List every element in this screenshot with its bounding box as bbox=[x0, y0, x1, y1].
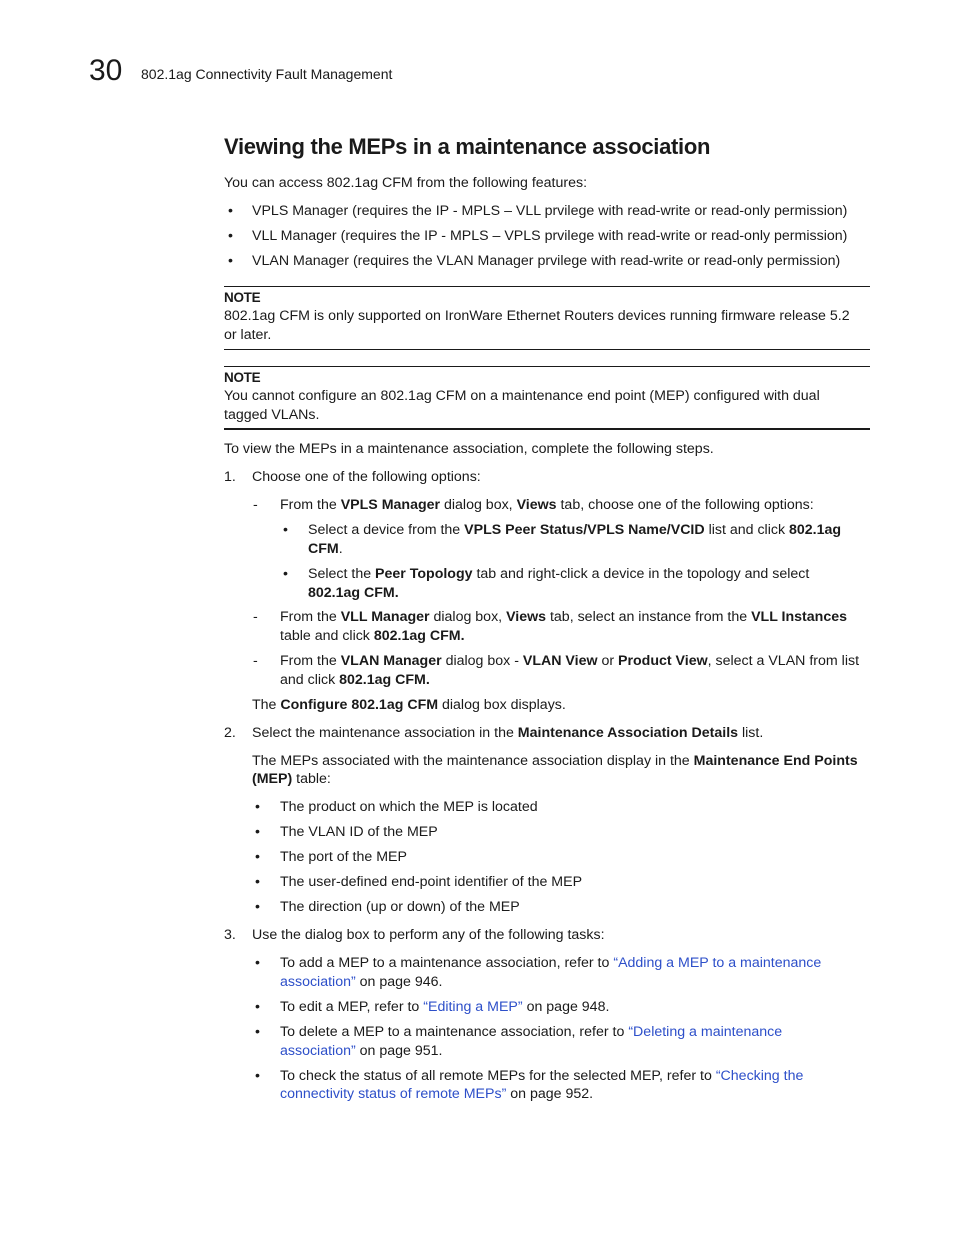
step-number: 3. bbox=[224, 927, 236, 943]
option-vpls-sub: CFM. bbox=[308, 541, 343, 557]
task-item: connectivity status of remote MEPs” on page 952. bbox=[280, 1086, 594, 1102]
bullet-marker: • bbox=[255, 824, 260, 840]
step-text: Select the maintenance association in the Maintenance Association Details list. bbox=[252, 725, 764, 741]
option-vpls: From the VPLS Manager dialog box, Views tab, choose one of the following options: bbox=[280, 497, 814, 513]
bullet-marker: • bbox=[228, 253, 233, 269]
step-text: Use the dialog box to perform any of the following tasks: bbox=[252, 927, 605, 943]
option-vpls-sub: Select a device from the VPLS Peer Status/VPLS Name/VCID list and click 802.1ag bbox=[308, 522, 842, 538]
bullet-marker: • bbox=[255, 799, 260, 815]
chapter-number: 30 bbox=[89, 54, 123, 87]
task-item: To add a MEP to a maintenance association, refer to “Adding a MEP to a maintenance bbox=[280, 955, 822, 971]
list-item: The VLAN ID of the MEP bbox=[280, 824, 438, 840]
bullet-marker: • bbox=[255, 849, 260, 865]
option-vll: table and click 802.1ag CFM. bbox=[280, 628, 465, 644]
task-item: To delete a MEP to a maintenance association, refer to “Deleting a maintenance bbox=[280, 1024, 783, 1040]
cross-ref-link[interactable]: connectivity status of remote MEPs” bbox=[280, 1086, 507, 1102]
section-title: Viewing the MEPs in a maintenance association bbox=[224, 134, 711, 159]
cross-ref-link[interactable]: “Adding a MEP to a maintenance bbox=[613, 955, 822, 971]
feature-item: VLAN Manager (requires the VLAN Manager prvilege with read-write or read-only permission) bbox=[252, 253, 841, 269]
step-result: The Configure 802.1ag CFM dialog box displays. bbox=[252, 697, 566, 713]
dash-marker: - bbox=[253, 653, 258, 669]
cross-ref-link[interactable]: “Checking the bbox=[715, 1068, 804, 1084]
step-number: 1. bbox=[224, 469, 236, 485]
option-vpls-sub: Select the Peer Topology tab and right-click a device in the topology and select bbox=[308, 566, 810, 582]
bullet-marker: • bbox=[228, 203, 233, 219]
option-vlan: From the VLAN Manager dialog box - VLAN View or Product View, select a VLAN from list bbox=[280, 653, 860, 669]
note-text: or later. bbox=[224, 327, 272, 343]
step-paragraph: (MEP) table: bbox=[252, 771, 331, 787]
bullet-marker: • bbox=[283, 566, 288, 582]
list-item: The user-defined end-point identifier of the MEP bbox=[280, 874, 583, 890]
task-item: To edit a MEP, refer to “Editing a MEP” on page 948. bbox=[280, 999, 610, 1015]
note-label: NOTE bbox=[224, 370, 261, 385]
task-item: association” on page 946. bbox=[280, 974, 443, 990]
list-item: The direction (up or down) of the MEP bbox=[280, 899, 520, 915]
bullet-marker: • bbox=[255, 899, 260, 915]
cross-ref-link[interactable]: association” bbox=[280, 1043, 356, 1059]
dash-marker: - bbox=[253, 497, 258, 513]
dash-marker: - bbox=[253, 609, 258, 625]
list-item: The product on which the MEP is located bbox=[280, 799, 538, 815]
bullet-marker: • bbox=[255, 999, 260, 1015]
steps-intro: To view the MEPs in a maintenance association, complete the following steps. bbox=[224, 441, 714, 457]
feature-item: VPLS Manager (requires the IP - MPLS – VLL prvilege with read-write or read-only permission) bbox=[252, 203, 848, 219]
intro-text: You can access 802.1ag CFM from the following features: bbox=[224, 175, 588, 191]
bullet-marker: • bbox=[283, 522, 288, 538]
feature-item: VLL Manager (requires the IP - MPLS – VPLS prvilege with read-write or read-only permission) bbox=[252, 228, 848, 244]
cross-ref-link[interactable]: “Deleting a maintenance bbox=[628, 1024, 783, 1040]
list-item: The port of the MEP bbox=[280, 849, 407, 865]
bullet-marker: • bbox=[228, 228, 233, 244]
task-item: To check the status of all remote MEPs for the selected MEP, refer to “Checking the bbox=[280, 1068, 804, 1084]
step-text: Choose one of the following options: bbox=[252, 469, 481, 485]
note-text: You cannot configure an 802.1ag CFM on a maintenance end point (MEP) configured with dual bbox=[224, 388, 820, 404]
note-bottom-rule bbox=[224, 428, 870, 430]
cross-ref-link[interactable]: “Editing a MEP” bbox=[423, 999, 523, 1015]
note-label: NOTE bbox=[224, 290, 261, 305]
option-vpls-sub: 802.1ag CFM. bbox=[308, 585, 399, 601]
option-vlan: and click 802.1ag CFM. bbox=[280, 672, 430, 688]
cross-ref-link[interactable]: association” bbox=[280, 974, 356, 990]
task-item: association” on page 951. bbox=[280, 1043, 443, 1059]
note-text: 802.1ag CFM is only supported on IronWare Ethernet Routers devices running firmware release 5.2 bbox=[224, 308, 850, 324]
note-bottom-rule bbox=[224, 349, 870, 350]
bullet-marker: • bbox=[255, 1024, 260, 1040]
note-text: tagged VLANs. bbox=[224, 407, 320, 423]
note-top-rule bbox=[224, 366, 870, 367]
step-paragraph: The MEPs associated with the maintenance association display in the Maintenance End Points bbox=[252, 753, 858, 769]
option-vll: From the VLL Manager dialog box, Views tab, select an instance from the VLL Instances bbox=[280, 609, 848, 625]
step-number: 2. bbox=[224, 725, 236, 741]
bullet-marker: • bbox=[255, 874, 260, 890]
bullet-marker: • bbox=[255, 1068, 260, 1084]
chapter-title: 802.1ag Connectivity Fault Management bbox=[141, 66, 393, 82]
bullet-marker: • bbox=[255, 955, 260, 971]
note-top-rule bbox=[224, 286, 870, 287]
